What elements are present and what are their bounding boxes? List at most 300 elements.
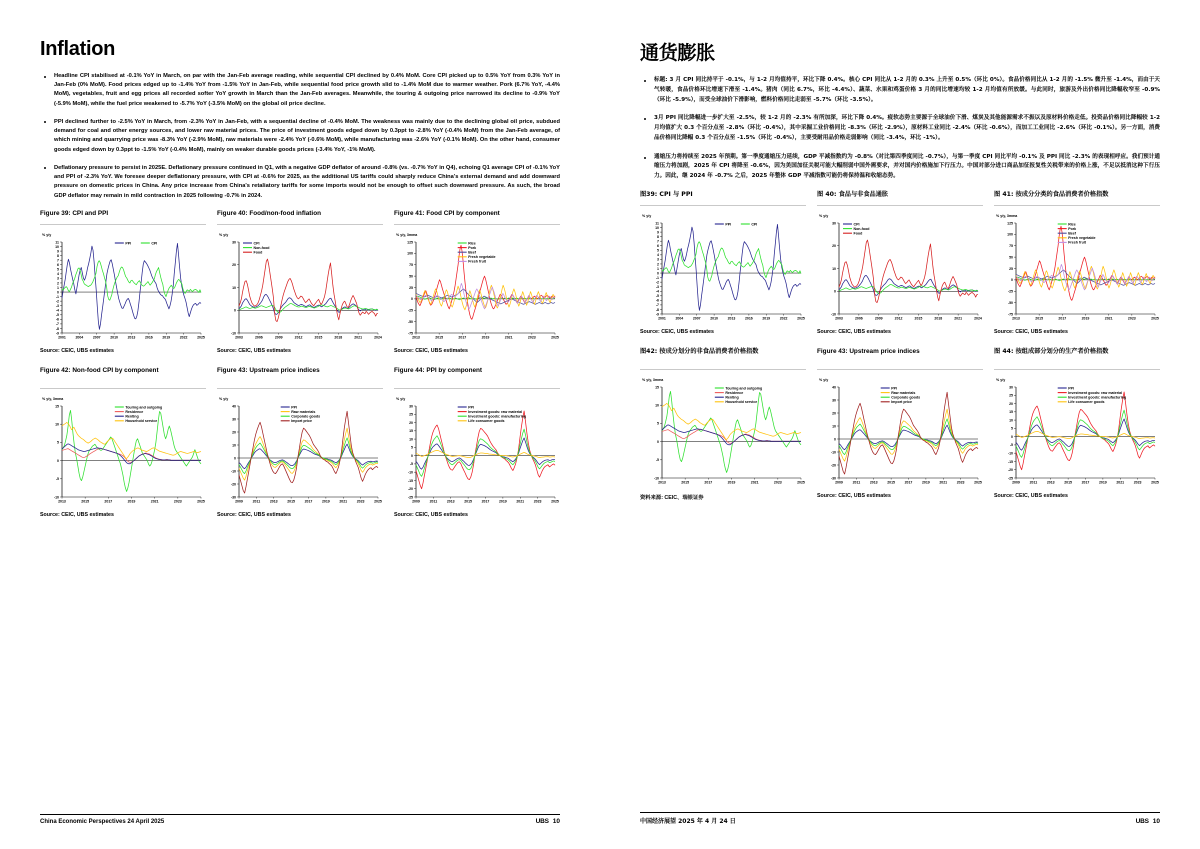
- svg-text:2013: 2013: [1012, 316, 1020, 321]
- figure-source: Source: CEIC, UBS estimates: [640, 329, 714, 336]
- svg-text:25: 25: [1009, 393, 1013, 398]
- svg-text:10: 10: [832, 424, 836, 429]
- svg-text:Rice: Rice: [468, 241, 476, 246]
- svg-text:0: 0: [1011, 278, 1013, 283]
- svg-text:2023: 2023: [527, 335, 536, 340]
- svg-text:0: 0: [57, 290, 59, 295]
- svg-text:Import price: Import price: [891, 400, 912, 405]
- svg-text:Pork: Pork: [1068, 226, 1077, 231]
- svg-text:Household service: Household service: [125, 418, 158, 423]
- bullet-item: Headline CPI stabilised at -0.1% YoY in March, on par with the Jan-Feb average reading, while sequential CPI declined by 0.4% MoM. Core CPI picked up to 0.5% YoY from 0.3% YoY in Jan-Feb (0% MoM). Food prices edged up to -1.4% YoY from -1.5% YoY in Jan-Feb, while sequential food price growth slid to -1.4% MoM due to warmer weather. Pork (6.7% YoY, -4.4% MoM), vegetables, fruit and egg prices all recorded softer YoY growth in March than the Jan-Feb averages. Meanwhile, the touring & outgoing price narrowed its decline to -0.9% YoY (-5.9% MoM), while the fuel price weakened to -5.7% YoY (-3.5% MoM) on the global oil price decline.: [40, 72, 560, 109]
- svg-text:2017: 2017: [104, 499, 113, 504]
- svg-text:Fresh fruit: Fresh fruit: [468, 259, 486, 264]
- svg-text:2013: 2013: [869, 480, 878, 485]
- page-number: 10: [552, 818, 560, 825]
- svg-text:2021: 2021: [150, 499, 159, 504]
- svg-text:2: 2: [57, 281, 59, 286]
- svg-text:11: 11: [55, 240, 59, 245]
- svg-text:125: 125: [407, 240, 413, 245]
- svg-text:20: 20: [409, 420, 413, 425]
- svg-text:% y/y: % y/y: [642, 214, 652, 219]
- svg-text:2019: 2019: [127, 499, 136, 504]
- svg-text:1: 1: [57, 285, 59, 290]
- page-number: 10: [1152, 818, 1160, 825]
- svg-text:-75: -75: [1007, 312, 1013, 317]
- svg-text:Raw materials: Raw materials: [891, 390, 916, 395]
- footer-document-info: 中国经济展望 2025 年 4 月 24 日: [640, 818, 736, 825]
- svg-text:Beef: Beef: [1068, 231, 1076, 236]
- svg-text:5: 5: [657, 248, 659, 253]
- svg-text:8: 8: [657, 234, 659, 239]
- svg-text:-10: -10: [230, 331, 236, 336]
- svg-text:2003: 2003: [235, 335, 243, 340]
- svg-text:-10: -10: [53, 495, 59, 500]
- svg-text:-30: -30: [230, 495, 236, 500]
- figure-block-41: [394, 210, 560, 363]
- figure-source: Source: CEIC, UBS estimates: [994, 329, 1068, 336]
- svg-text:2021: 2021: [939, 480, 948, 485]
- svg-text:-6: -6: [655, 298, 659, 303]
- svg-text:-30: -30: [830, 476, 836, 481]
- svg-text:2: 2: [657, 262, 659, 267]
- chart-fig42: [640, 373, 806, 491]
- svg-text:2015: 2015: [314, 335, 323, 340]
- svg-text:50: 50: [409, 274, 413, 279]
- page-footer: [640, 812, 1160, 825]
- figure-block-43: [217, 367, 383, 527]
- svg-text:Corporate goods: Corporate goods: [291, 414, 321, 419]
- figure-block-43: [817, 348, 983, 510]
- page-title: 通货膨胀: [640, 42, 715, 64]
- svg-text:-5: -5: [1009, 443, 1013, 448]
- svg-text:CPI: CPI: [151, 241, 158, 246]
- svg-text:2017: 2017: [904, 480, 913, 485]
- svg-text:-9: -9: [55, 331, 59, 336]
- svg-text:Raw materials: Raw materials: [291, 409, 316, 414]
- svg-text:2017: 2017: [704, 480, 713, 485]
- chart-fig41: [994, 209, 1160, 327]
- svg-text:0: 0: [834, 437, 836, 442]
- svg-text:Renting: Renting: [125, 414, 139, 419]
- svg-text:2009: 2009: [835, 480, 843, 485]
- svg-text:Fresh fruit: Fresh fruit: [1068, 240, 1086, 245]
- svg-text:-1: -1: [55, 294, 59, 299]
- svg-text:-6: -6: [55, 317, 59, 322]
- svg-text:30: 30: [832, 398, 836, 403]
- svg-text:2015: 2015: [464, 499, 473, 504]
- figure-title: 图 40: 食品与非食品通胀: [817, 191, 983, 206]
- figure-source: Source: CEIC, UBS estimates: [40, 347, 114, 354]
- svg-text:2019: 2019: [727, 480, 736, 485]
- svg-text:Food: Food: [853, 231, 863, 236]
- svg-text:% y/y, 3mma: % y/y, 3mma: [42, 396, 64, 401]
- svg-text:0: 0: [234, 308, 236, 313]
- figure-block-39: [40, 210, 206, 363]
- svg-text:% y/y, 3mma: % y/y, 3mma: [642, 378, 664, 383]
- svg-text:Renting: Renting: [725, 395, 739, 400]
- svg-text:2011: 2011: [852, 480, 861, 485]
- svg-text:2013: 2013: [658, 480, 666, 485]
- svg-text:Fresh vegetable: Fresh vegetable: [1068, 236, 1096, 241]
- svg-text:2021: 2021: [954, 316, 963, 321]
- svg-text:-7: -7: [55, 322, 59, 327]
- svg-text:2003: 2003: [835, 316, 843, 321]
- svg-text:2018: 2018: [934, 316, 943, 321]
- svg-text:-4: -4: [55, 308, 59, 313]
- svg-text:CPI: CPI: [253, 241, 260, 246]
- figure-block-44: [394, 367, 560, 527]
- svg-text:2021: 2021: [750, 480, 759, 485]
- svg-text:2012: 2012: [294, 335, 303, 340]
- figure-title: Figure 39: CPI and PPI: [40, 210, 206, 225]
- svg-text:2023: 2023: [773, 480, 782, 485]
- svg-text:-15: -15: [407, 478, 413, 483]
- svg-text:-15: -15: [1007, 459, 1013, 464]
- svg-text:Residence: Residence: [125, 409, 144, 414]
- svg-text:2025: 2025: [197, 335, 205, 340]
- svg-text:20: 20: [1009, 401, 1013, 406]
- ubs-logo: UBS: [1135, 818, 1149, 825]
- svg-text:Touring and outgoing: Touring and outgoing: [125, 405, 163, 410]
- svg-text:-50: -50: [407, 319, 413, 324]
- figure-source: Source: CEIC, UBS estimates: [394, 347, 468, 354]
- svg-text:-5: -5: [55, 476, 59, 481]
- svg-text:3: 3: [657, 257, 659, 262]
- svg-text:0: 0: [411, 296, 413, 301]
- svg-text:-25: -25: [407, 495, 413, 500]
- svg-text:3: 3: [57, 276, 59, 281]
- svg-text:-10: -10: [1007, 451, 1013, 456]
- svg-text:-1: -1: [655, 275, 659, 280]
- svg-text:8: 8: [57, 253, 59, 258]
- svg-text:100: 100: [1007, 232, 1013, 237]
- svg-text:% y/y: % y/y: [219, 396, 229, 401]
- chart-fig41: [394, 228, 560, 346]
- svg-text:-20: -20: [407, 486, 413, 491]
- svg-text:11: 11: [655, 221, 659, 226]
- svg-text:30: 30: [232, 417, 236, 422]
- figure-title: Figure 41: Food CPI by component: [394, 210, 560, 225]
- svg-text:15: 15: [1009, 410, 1013, 415]
- svg-text:10: 10: [832, 266, 836, 271]
- svg-text:2009: 2009: [874, 316, 883, 321]
- svg-text:-20: -20: [1007, 468, 1013, 473]
- figure-source: Source: CEIC, UBS estimates: [994, 493, 1068, 500]
- svg-text:-75: -75: [407, 331, 413, 336]
- svg-text:% y/y: % y/y: [219, 232, 229, 237]
- svg-text:10: 10: [1009, 418, 1013, 423]
- svg-text:2019: 2019: [481, 335, 490, 340]
- figure-source: Source: CEIC, UBS estimates: [217, 511, 291, 518]
- figure-title: Figure 43: Upstream price indices: [817, 348, 983, 370]
- svg-text:5: 5: [411, 445, 413, 450]
- figure-grid: [640, 191, 1160, 510]
- svg-text:2023: 2023: [956, 480, 965, 485]
- svg-text:% y/y: % y/y: [819, 378, 829, 383]
- svg-text:CPI: CPI: [853, 222, 860, 227]
- figure-block-39: [640, 191, 806, 344]
- svg-text:-25: -25: [1007, 476, 1013, 481]
- svg-text:0: 0: [1011, 434, 1013, 439]
- page-right-chinese: [600, 0, 1200, 849]
- svg-text:2024: 2024: [974, 316, 982, 321]
- svg-text:2004: 2004: [675, 316, 684, 321]
- svg-text:% y/y: % y/y: [996, 378, 1006, 383]
- svg-text:-10: -10: [653, 476, 659, 481]
- figure-title: Figure 40: Food/non-food inflation: [217, 210, 383, 225]
- svg-text:2025: 2025: [797, 316, 805, 321]
- svg-text:2013: 2013: [269, 499, 278, 504]
- svg-text:0: 0: [657, 271, 659, 276]
- svg-text:4: 4: [657, 253, 659, 258]
- svg-text:Life consumer goods: Life consumer goods: [468, 418, 505, 423]
- svg-text:2010: 2010: [710, 316, 719, 321]
- svg-text:5: 5: [57, 440, 59, 445]
- svg-text:10: 10: [409, 437, 413, 442]
- svg-text:-8: -8: [55, 326, 59, 331]
- svg-text:Import price: Import price: [291, 418, 312, 423]
- svg-text:0: 0: [411, 453, 413, 458]
- svg-text:2021: 2021: [516, 499, 525, 504]
- svg-text:2023: 2023: [356, 499, 365, 504]
- svg-text:50: 50: [1009, 255, 1013, 260]
- svg-text:Fresh vegetable: Fresh vegetable: [468, 254, 496, 259]
- svg-text:Non-food: Non-food: [253, 245, 270, 250]
- svg-text:2019: 2019: [1081, 316, 1090, 321]
- svg-text:30: 30: [1009, 385, 1013, 390]
- figure-source: Source: CEIC, UBS estimates: [817, 493, 891, 500]
- svg-text:2013: 2013: [727, 316, 736, 321]
- chart-fig42: [40, 392, 206, 510]
- svg-text:10: 10: [232, 285, 236, 290]
- svg-text:Non-food: Non-food: [853, 226, 870, 231]
- svg-text:0: 0: [834, 289, 836, 294]
- svg-text:2012: 2012: [894, 316, 903, 321]
- svg-text:2015: 2015: [81, 499, 90, 504]
- svg-text:2015: 2015: [914, 316, 923, 321]
- svg-text:2015: 2015: [287, 499, 296, 504]
- chart-fig40: [217, 228, 383, 346]
- svg-text:2024: 2024: [374, 335, 382, 340]
- svg-text:75: 75: [409, 262, 413, 267]
- svg-text:-3: -3: [55, 303, 59, 308]
- svg-text:PPI: PPI: [725, 222, 732, 227]
- svg-text:2019: 2019: [762, 316, 771, 321]
- svg-text:25: 25: [1009, 266, 1013, 271]
- page-title: Inflation: [40, 38, 116, 60]
- svg-text:2023: 2023: [1133, 480, 1142, 485]
- svg-text:2009: 2009: [235, 499, 243, 504]
- svg-text:2019: 2019: [162, 335, 171, 340]
- svg-text:2017: 2017: [304, 499, 313, 504]
- svg-text:6: 6: [657, 244, 659, 249]
- svg-text:-10: -10: [830, 450, 836, 455]
- svg-text:Investment goods: raw material: Investment goods: raw material: [468, 409, 523, 414]
- svg-text:2019: 2019: [498, 499, 507, 504]
- svg-text:100: 100: [407, 251, 413, 256]
- svg-text:5: 5: [657, 421, 659, 426]
- svg-text:2013: 2013: [412, 335, 420, 340]
- svg-text:20: 20: [232, 262, 236, 267]
- figure-source: Source: CEIC, UBS estimates: [40, 511, 114, 518]
- svg-text:5: 5: [57, 267, 59, 272]
- svg-text:2023: 2023: [533, 499, 542, 504]
- svg-text:Life consumer goods: Life consumer goods: [1068, 400, 1105, 405]
- svg-text:2011: 2011: [1029, 480, 1038, 485]
- svg-text:2019: 2019: [1098, 480, 1107, 485]
- svg-text:-5: -5: [409, 462, 413, 467]
- figure-title: 图42: 按成分划分的非食品消费者价格指数: [640, 348, 806, 370]
- svg-text:% y/y, 3mma: % y/y, 3mma: [396, 232, 418, 237]
- svg-text:Rice: Rice: [1068, 222, 1076, 227]
- svg-text:Investment goods: manufacturin: Investment goods: manufacturing: [468, 414, 527, 419]
- svg-text:2021: 2021: [1116, 480, 1125, 485]
- svg-text:6: 6: [57, 262, 59, 267]
- svg-text:-5: -5: [655, 458, 659, 463]
- bullet-item: 3月 PPI 同比降幅进一步扩大至 -2.5%，较 1-2 月的 -2.3% 有所加深，环比下降 0.4%。疲软态势主要源于全球油价下滑、煤炭及其他能源需求不振以及原材料价格走低。投资品价格同比降幅较 1-2 月均值扩大 0.3 个百分点至 -2.8%（环比 -0.4%），其中采掘工业价格同比 -8.3%（环比 -2.9%），原材料工业同比 -2.4%（环比 -0.6%），而加工工业同比 -2.6%（环比 -0.1%）。另一方面，消费品价格同比降幅 0.3 个百分点至 -1.5%（环比 -0.4%），主要受耐用品价格走弱影响（同比 -3.4%，环比 -1%）。: [640, 114, 1160, 143]
- svg-text:-5: -5: [55, 312, 59, 317]
- svg-text:Food: Food: [253, 250, 263, 255]
- figure-grid: [40, 210, 560, 527]
- svg-text:2009: 2009: [1012, 480, 1020, 485]
- svg-text:-2: -2: [655, 280, 659, 285]
- svg-text:Residence: Residence: [725, 390, 744, 395]
- svg-text:10: 10: [655, 225, 659, 230]
- svg-text:2013: 2013: [446, 499, 455, 504]
- svg-text:PPI: PPI: [291, 405, 297, 410]
- svg-text:9: 9: [657, 230, 659, 235]
- svg-text:0: 0: [657, 439, 659, 444]
- svg-text:-25: -25: [1007, 289, 1013, 294]
- svg-text:PPI: PPI: [468, 405, 474, 410]
- svg-text:% y/y: % y/y: [396, 396, 406, 401]
- svg-text:-10: -10: [407, 470, 413, 475]
- figure-source: Source: CEIC, UBS estimates: [217, 347, 291, 354]
- svg-text:9: 9: [57, 249, 59, 254]
- svg-text:15: 15: [55, 404, 59, 409]
- svg-text:1: 1: [657, 266, 659, 271]
- figure-block-42: [640, 348, 806, 510]
- svg-text:2025: 2025: [551, 499, 559, 504]
- svg-text:25: 25: [409, 412, 413, 417]
- svg-text:2021: 2021: [354, 335, 363, 340]
- svg-text:2011: 2011: [252, 499, 261, 504]
- bullet-item: Deflationary pressure to persist in 2025E. Deflationary pressure continued in Q1, with a negative GDP deflator of around -0.8% (vs. -0.7% YoY in Q4), echoing Q1 average CPI of -0.1% YoY and PPI of -2.3% YoY. We foresee deeper deflationary pressure, with CPI at -0.6% for 2025, as the additional US tariffs could sharply reduce China's external demand and add downward pressure on domestic prices in China. Any price increase from China's retaliatory tariffs for some imports would not be enough to offset such downward pressure. As such, the broad GDP deflator may remain in mild contraction in 2025 following -0.7% in 2024.: [40, 164, 560, 201]
- figure-title: Figure 42: Non-food CPI by component: [40, 367, 206, 389]
- chart-fig39: [640, 209, 806, 327]
- svg-text:2017: 2017: [481, 499, 490, 504]
- figure-source: Source: CEIC, UBS estimates: [394, 511, 468, 518]
- figure-block-40: [217, 210, 383, 363]
- svg-text:2007: 2007: [92, 335, 101, 340]
- chart-fig44: [394, 392, 560, 510]
- svg-text:10: 10: [655, 403, 659, 408]
- svg-text:2023: 2023: [1127, 316, 1136, 321]
- svg-text:2025: 2025: [797, 480, 805, 485]
- svg-text:-10: -10: [830, 312, 836, 317]
- body-bullet-list: [640, 76, 1160, 182]
- svg-text:7: 7: [57, 258, 59, 263]
- svg-text:20: 20: [232, 430, 236, 435]
- svg-text:2025: 2025: [974, 480, 982, 485]
- chart-fig43: [817, 373, 983, 491]
- figure-source: Source: CEIC, UBS estimates: [817, 329, 891, 336]
- figure-source: 资料来源: CEIC、瑞银证券: [640, 495, 704, 502]
- svg-text:2015: 2015: [1064, 480, 1073, 485]
- svg-text:2010: 2010: [110, 335, 119, 340]
- svg-text:0: 0: [57, 458, 59, 463]
- svg-text:5: 5: [1011, 426, 1013, 431]
- svg-text:2015: 2015: [435, 335, 444, 340]
- svg-text:2019: 2019: [321, 499, 330, 504]
- svg-text:25: 25: [409, 285, 413, 290]
- svg-text:2001: 2001: [58, 335, 66, 340]
- svg-text:Touring and outgoing: Touring and outgoing: [725, 386, 763, 391]
- chart-fig39: [40, 228, 206, 346]
- bullet-item: 标题: 3 月 CPI 同比持平于 -0.1%，与 1-2 月均值持平，环比下降 0.4%。核心 CPI 同比从 1-2 月的 0.3% 上升至 0.5%（环比 0%）。食品价格同比从 1-2 月的 -1.5% 微升至 -1.4%，而由于天气转暖，食品价格环比增速下滑至 -1.4%。猪肉（同比 6.7%，环比 -4.4%）、蔬菜、水果和鸡蛋价格 3 月的同比增速均较 1-2 月均值有所放缓。与此同时，旅游及外出价格同比降幅收窄至 -0.9%（环比 -5.9%），而受全球油价下滑影响，燃料价格同比走弱至 -5.7%（环比 -3.5%）。: [640, 76, 1160, 105]
- svg-text:0: 0: [234, 456, 236, 461]
- svg-text:% y/y: % y/y: [42, 232, 52, 237]
- svg-text:% y/y: % y/y: [819, 214, 829, 219]
- figure-block-41: [994, 191, 1160, 344]
- svg-text:2004: 2004: [75, 335, 84, 340]
- svg-text:-50: -50: [1007, 300, 1013, 305]
- svg-text:2022: 2022: [779, 316, 788, 321]
- svg-text:2013: 2013: [127, 335, 136, 340]
- svg-text:-20: -20: [230, 482, 236, 487]
- svg-text:2009: 2009: [274, 335, 283, 340]
- svg-text:-3: -3: [655, 285, 659, 290]
- svg-text:2009: 2009: [412, 499, 420, 504]
- svg-text:40: 40: [832, 385, 836, 390]
- svg-text:2013: 2013: [58, 499, 66, 504]
- svg-text:-2: -2: [55, 299, 59, 304]
- svg-text:-25: -25: [407, 308, 413, 313]
- svg-text:Beef: Beef: [468, 250, 476, 255]
- svg-text:125: 125: [1007, 221, 1013, 226]
- chart-fig43: [217, 392, 383, 510]
- svg-text:2016: 2016: [144, 335, 153, 340]
- svg-text:2015: 2015: [681, 480, 690, 485]
- svg-text:15: 15: [655, 385, 659, 390]
- svg-text:2025: 2025: [374, 499, 382, 504]
- svg-text:10: 10: [55, 422, 59, 427]
- body-bullet-list: [40, 72, 560, 201]
- svg-text:2025: 2025: [1151, 480, 1159, 485]
- svg-text:2016: 2016: [744, 316, 753, 321]
- footer-document-info: China Economic Perspectives 24 April 2025: [40, 819, 165, 825]
- svg-text:Pork: Pork: [468, 245, 477, 250]
- page-footer: [40, 814, 560, 825]
- chart-fig44: [994, 373, 1160, 491]
- figure-title: 图 41: 按成分分类的食品消费者价格指数: [994, 191, 1160, 206]
- svg-text:2006: 2006: [254, 335, 263, 340]
- svg-text:2023: 2023: [173, 499, 182, 504]
- svg-text:2025: 2025: [1151, 316, 1159, 321]
- svg-text:15: 15: [409, 428, 413, 433]
- svg-text:10: 10: [55, 244, 59, 249]
- svg-text:PPI: PPI: [1068, 386, 1074, 391]
- svg-text:2022: 2022: [179, 335, 188, 340]
- svg-text:2015: 2015: [1035, 316, 1044, 321]
- svg-text:30: 30: [409, 404, 413, 409]
- svg-text:2025: 2025: [197, 499, 205, 504]
- figure-block-42: [40, 367, 206, 527]
- svg-text:7: 7: [657, 239, 659, 244]
- bullet-item: 通缩压力将持续至 2025 年预期。第一季度通缩压力延续，GDP 平减指数约为 -0.8%（对比第四季度同比 -0.7%），与第一季度 CPI 同比平均 -0.1% 及 PPI 同比 -2.3% 的表现相呼应。我们预计通缩压力将加剧，2025 年 CPI 将降至 -0.6%，因为美国加征关税可能大幅削弱中国外需要求，并对国内价格施加下行压力。中国对部分进口商品加征报复性关税带来的价格上涨，不足以抵消这种下行压力。因此，继 2024 年 -0.7% 之后，2025 年整体 GDP 平减指数可能仍将保持温和收缩态势。: [640, 153, 1160, 182]
- svg-text:-10: -10: [230, 469, 236, 474]
- svg-text:Investment goods: manufacturin: Investment goods: manufacturing: [1068, 395, 1127, 400]
